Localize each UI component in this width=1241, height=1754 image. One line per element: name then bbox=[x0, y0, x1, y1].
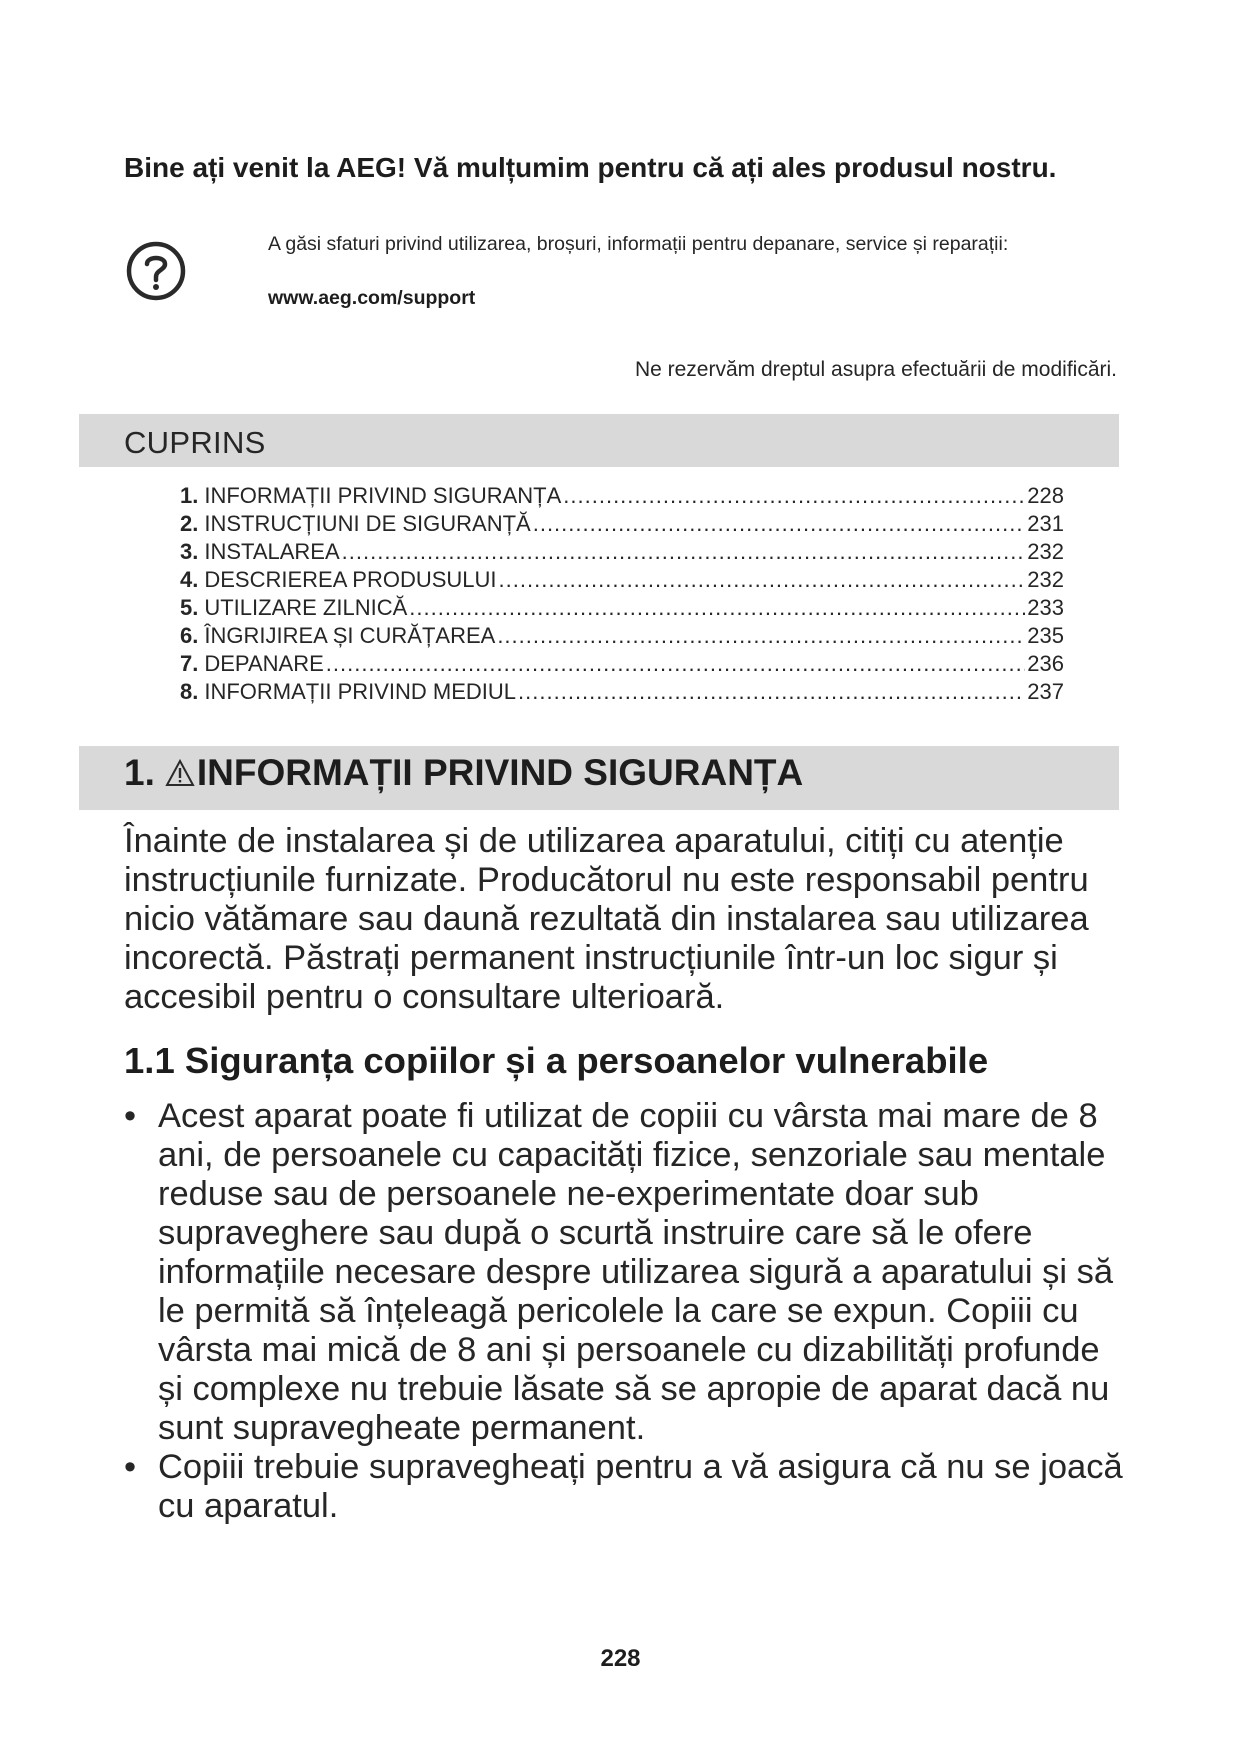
toc-leader-dots bbox=[499, 567, 1026, 593]
rights-reserved-note: Ne rezervăm dreptul asupra efectuării de modificări. bbox=[634, 358, 1117, 381]
toc-item-page: 235 bbox=[1027, 623, 1064, 648]
warning-triangle-icon bbox=[165, 759, 195, 787]
page-number: 228 bbox=[600, 1645, 641, 1672]
toc-item-page: 232 bbox=[1027, 567, 1064, 592]
bullet-text: Acest aparat poate fi utilizat de copiii cu vârsta mai mare de 8 ani, de persoanele cu capacități fizice, senzoriale sau mentale reduse sau de persoanele ne-experimentate doar sub supraveghere sau după o scurtă instruire care să le ofere informațiile necesare despre utilizarea sigură a aparatului și să le permită să înțeleagă pericolele la care se expun. Copiii cu vârsta mai mică de 8 ani și persoanele cu dizabilități profunde și complexe nu trebuie lăsate să se apropie de aparat dacă nu sunt supravegheate permanent. bbox=[158, 1097, 1113, 1447]
bullet-mark: • bbox=[124, 1097, 137, 1135]
toc-item[interactable] bbox=[180, 539, 1064, 567]
toc-item-label: UTILIZARE ZILNICĂ bbox=[204, 595, 408, 620]
toc-item-number: 3. bbox=[180, 539, 199, 564]
safety-intro-paragraph: Înainte de instalarea și de utilizarea aparatului, citiți cu atenție instrucțiunile furnizate. Producătorul nu este responsabil pentru nicio vătămare sau daună rezultată din instalarea sau utilizarea incorectă. Păstrați permanent instrucțiunile într-un loc sigur și accesibil pentru o consultare ulterioară. bbox=[124, 822, 1089, 1016]
toc-item-label: INSTRUCȚIUNI DE SIGURANȚĂ bbox=[204, 511, 531, 536]
toc-item-number: 5. bbox=[180, 595, 199, 620]
toc-leader-dots bbox=[533, 511, 1026, 537]
toc-item-page: 228 bbox=[1027, 483, 1064, 508]
list-item bbox=[124, 1448, 1124, 1526]
child-safety-bullet-list bbox=[124, 1097, 1124, 1526]
toc-item-number: 1. bbox=[180, 483, 199, 508]
toc-item-number: 4. bbox=[180, 567, 199, 592]
toc-leader-dots bbox=[326, 651, 1026, 677]
support-info-text: A găsi sfaturi privind utilizarea, broșuri, informații pentru depanare, service și reparații: bbox=[268, 233, 1009, 255]
toc-item-number: 2. bbox=[180, 511, 199, 536]
welcome-title: Bine ați venit la AEG! Vă mulțumim pentru că ați ales produsul nostru. bbox=[124, 152, 1057, 183]
toc-item-number: 6. bbox=[180, 623, 199, 648]
toc-item[interactable] bbox=[180, 483, 1064, 511]
toc-item[interactable] bbox=[180, 595, 1064, 623]
toc-item-label: INFORMAȚII PRIVIND MEDIUL bbox=[204, 679, 517, 704]
toc-item-page: 232 bbox=[1027, 539, 1064, 564]
section-1-1-heading: 1.1 Siguranța copiilor și a persoanelor vulnerabile bbox=[124, 1040, 989, 1081]
bullet-mark: • bbox=[124, 1448, 137, 1486]
toc-item-label: DEPANARE bbox=[204, 651, 324, 676]
section-1-number: 1. bbox=[124, 752, 155, 793]
toc-heading: CUPRINS bbox=[124, 425, 266, 460]
toc-leader-dots bbox=[497, 623, 1025, 649]
toc-leader-dots bbox=[409, 595, 1025, 621]
bullet-text: Copiii trebuie supravegheați pentru a vă asigura că nu se joacă cu aparatul. bbox=[158, 1448, 1123, 1525]
toc-item[interactable] bbox=[180, 511, 1064, 539]
toc-item-label: ÎNGRIJIREA ȘI CURĂȚAREA bbox=[204, 623, 496, 648]
toc-item-page: 233 bbox=[1027, 595, 1064, 620]
toc-item-number: 8. bbox=[180, 679, 199, 704]
toc-leader-dots bbox=[342, 539, 1026, 565]
toc-leader-dots bbox=[518, 679, 1025, 705]
toc-item-page: 237 bbox=[1027, 679, 1064, 704]
question-circle-icon bbox=[125, 240, 187, 302]
support-url-link[interactable]: www.aeg.com/support bbox=[268, 287, 476, 309]
toc-item-label: INSTALAREA bbox=[204, 539, 340, 564]
toc-item[interactable] bbox=[180, 679, 1064, 707]
section-1-heading bbox=[124, 752, 803, 794]
toc-item[interactable] bbox=[180, 567, 1064, 595]
toc-item-page: 236 bbox=[1027, 651, 1064, 676]
toc-item-page: 231 bbox=[1027, 511, 1064, 536]
section-1-title: INFORMAȚII PRIVIND SIGURANȚA bbox=[196, 752, 804, 793]
toc-item-label: INFORMAȚII PRIVIND SIGURANȚA bbox=[204, 483, 562, 508]
toc-item-label: DESCRIEREA PRODUSULUI bbox=[204, 567, 497, 592]
table-of-contents bbox=[180, 483, 1064, 707]
toc-leader-dots bbox=[563, 483, 1025, 509]
toc-item[interactable] bbox=[180, 623, 1064, 651]
list-item bbox=[124, 1097, 1124, 1448]
toc-item[interactable] bbox=[180, 651, 1064, 679]
toc-item-number: 7. bbox=[180, 651, 199, 676]
